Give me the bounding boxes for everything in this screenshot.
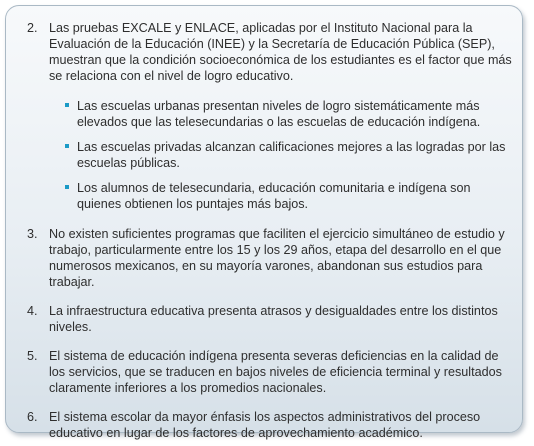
list-item	[27, 409, 517, 441]
numbered-list	[27, 20, 517, 441]
item-text: No existen suficientes programas que faciliten el ejercicio simultáneo de estudio y trabajo, particularmente entre los 15 y los 29 años, etapa del desarrollo en el que numerosos mexicanos, en su mayoría varones, abandonan sus estudios para trabajar.	[49, 227, 505, 289]
list-item	[27, 20, 517, 212]
sub-item-text: Las escuelas privadas alcanzan calificaciones mejores a las logradas por las escuelas públicas.	[77, 140, 506, 170]
item-number: 4.	[27, 304, 38, 318]
item-number: 3.	[27, 227, 38, 241]
square-bullet-icon	[65, 144, 69, 148]
item-number: 5.	[27, 349, 38, 363]
item-text: El sistema escolar da mayor énfasis los aspectos administrativos del proceso educativo en lugar de los factores de aprovechamiento académico.	[49, 410, 481, 440]
list-item	[27, 303, 517, 335]
list-item	[27, 348, 517, 396]
sub-list-item	[65, 98, 517, 130]
square-bullet-icon	[65, 185, 69, 189]
sub-list-item	[65, 180, 517, 212]
item-text: El sistema de educación indígena presenta severas deficiencias en la calidad de los servicios, que se traducen en bajos niveles de eficiencia terminal y resultados claramente inferiores a los promedios nacionales.	[49, 349, 502, 395]
item-number: 6.	[27, 410, 38, 424]
sub-item-text: Las escuelas urbanas presentan niveles de logro sistemáticamente más elevados que las telesecundarias o las escuelas de educación indígena.	[77, 99, 481, 129]
sub-item-text: Los alumnos de telesecundaria, educación comunitaria e indígena son quienes obtienen los puntajes más bajos.	[77, 181, 471, 211]
square-bullet-icon	[65, 103, 69, 107]
item-text: Las pruebas EXCALE y ENLACE, aplicadas por el Instituto Nacional para la Evaluación de la Educación (INEE) y la Secretaría de Educación Pública (SEP), muestran que la condición socioeconómica de los estudiantes es el factor que más se relaciona con el nivel de logro educativo.	[49, 21, 512, 83]
content-panel	[5, 5, 523, 440]
list-item	[27, 226, 517, 290]
item-number: 2.	[27, 21, 38, 35]
item-text: La infraestructura educativa presenta atrasos y desigualdades entre los distintos niveles.	[49, 304, 498, 334]
sub-list	[49, 98, 517, 212]
sub-list-item	[65, 139, 517, 171]
